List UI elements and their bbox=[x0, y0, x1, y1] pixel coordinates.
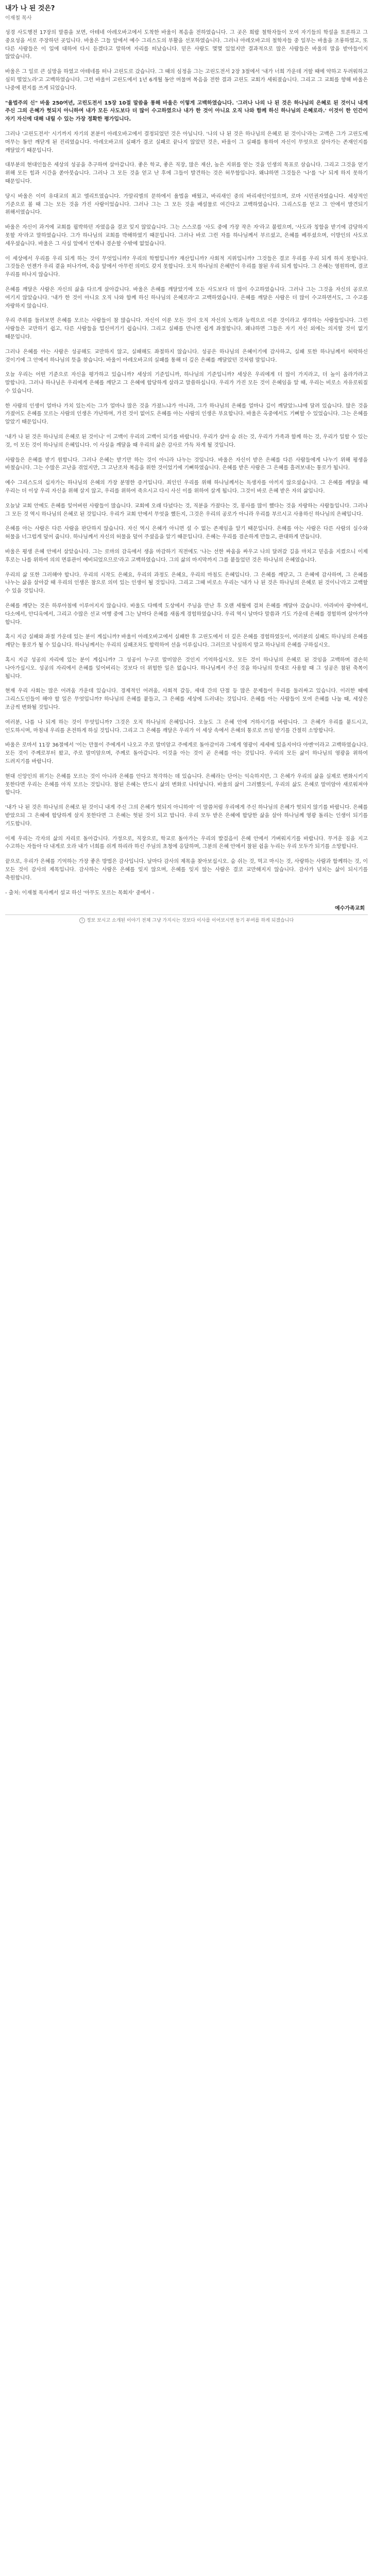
article-paragraph: "율법주의 신" 바울 250여년, 고린도전서 15장 10절 말씀을 통해 바울은 이렇게 고백하였습니다. '그러나 나의 나 된 것은 하나님의 은혜로 된 것이니 내게 주신 그의 은혜가 헛되지 아니하여 내가 모든 사도보다 더 많이 수고하였으나 내가 한 것이 아니요 오직 나와 함께 하신 하나님의 은혜로라.' 이것이 한 인간이 자기 자신에 대해 내릴 수 있는 가장 정확한 평가입니다. bbox=[5, 100, 368, 123]
footer-text: 정보 보시고 소개된 이야기 전체 그냥 가지시는 것보다 이사를 이어보시면 동기 부여를 하게 되겠습니다 bbox=[86, 918, 294, 924]
article-paragraph: 혹시 지금 실패와 좌절 가운데 있는 분이 계십니까? 바울이 아레오바고에서 실패한 후 고린도에서 더 깊은 은혜를 경험하였듯이, 여러분의 실패도 하나님의 은혜를 깨닫는 통로가 될 수 있습니다. 하나님께서는 우리의 실패조차도 합력하여 선을 이루십니다. 그러므로 낙심하지 말고 하나님의 은혜를 구하십시오. bbox=[5, 634, 368, 649]
article-signature: 예수가족교회 bbox=[335, 906, 365, 912]
article-paragraph: 우리 주위를 둘러보면 은혜를 모르는 사람들이 참 많습니다. 자신이 이룬 모든 것이 오직 자신의 노력과 능력으로 이룬 것이라고 생각하는 사람들입니다. 그런 사람들은 교만하기 쉽고, 다른 사람들을 업신여기기 쉽습니다. 그리고 실패를 만나면 쉽게 좌절합니다. 왜냐하면 그들은 자기 자신 외에는 의지할 것이 없기 때문입니다. bbox=[5, 318, 368, 340]
article-paragraph: 사람들은 은혜를 받기 원합니다. 그러나 은혜는 받기만 하는 것이 아니라 나누는 것입니다. 바울은 자신이 받은 은혜를 다른 사람들에게 나누기 위해 평생을 바쳤습니다. 그는 수많은 고난을 겪었지만, 그 고난조차 복음을 위한 것이었기에 기뻐하였습니다. 은혜를 받은 사람은 그 은혜를 흘려보내는 통로가 됩니다. bbox=[5, 457, 368, 471]
article-paragraph: 그러나 은혜를 아는 사람은 성공해도 교만하지 않고, 실패해도 좌절하지 않습니다. 성공은 하나님의 은혜이기에 감사하고, 실패 또한 하나님께서 허락하신 것이기에 그 안에서 하나님의 뜻을 찾습니다. 바울이 아레오바고의 실패를 통해 더 깊은 은혜를 깨달았던 것처럼 말입니다. bbox=[5, 349, 368, 363]
article-paragraph: '내가 나 된 것은 하나님의 은혜로 된 것이니 내게 주신 그의 은혜가 헛되지 아니하여' 이 말씀처럼 우리에게 주신 하나님의 은혜가 헛되지 않기를 바랍니다. 은혜를 받았으되 그 은혜에 합당하게 살지 못한다면 그 은혜는 헛된 것이 되고 맙니다. 우리 모두 받은 은혜에 합당한 삶을 살아 하나님께 영광 돌리는 인생이 되기를 기도합니다. bbox=[5, 805, 368, 827]
article-paragraph: 오늘날 교회 안에도 은혜를 잊어버린 사람들이 많습니다. 교회에 오래 다녔다는 것, 직분을 가졌다는 것, 봉사를 많이 했다는 것을 자랑하는 사람들입니다. 그러나 그 모든 것 역시 하나님의 은혜로 된 것입니다. 우리가 교회 안에서 무엇을 했든지, 그것은 우리의 공로가 아니라 우리를 부르시고 사용하신 하나님의 은혜입니다. bbox=[5, 503, 368, 517]
article-paragraph: 한 사람의 인생이 얼마나 가치 있는지는 그가 얼마나 많은 것을 가졌느냐가 아니라, 그가 하나님의 은혜를 얼마나 깊이 깨달았느냐에 달려 있습니다. 많은 것을 가졌어도 은혜를 모르는 사람의 인생은 가난하며, 가진 것이 없어도 은혜를 아는 사람의 인생은 부요합니다. 바울은 옥중에서도 기뻐할 수 있었습니다. 그는 은혜를 알았기 때문입니다. bbox=[5, 403, 368, 426]
article-paragraph: 끝으로, 우리가 은혜를 기억하는 가장 좋은 방법은 감사입니다. 날마다 감사의 제목을 찾아보십시오. 숨 쉬는 것, 먹고 마시는 것, 사랑하는 사람과 함께하는 것, 이 모든 것이 감사의 제목입니다. 감사하는 사람은 은혜를 잊지 않으며, 은혜를 잊지 않는 사람은 결코 교만해지지 않습니다. 감사가 넘치는 삶이 되시기를 축원합니다. bbox=[5, 859, 368, 881]
info-icon: i bbox=[79, 918, 85, 923]
article-paragraph: 바울은 로마서 11장 36절에서 '이는 만물이 주에게서 나오고 주로 말미암고 주에게로 돌아감이라 그에게 영광이 세세에 있을지어다 아멘'이라고 고백하였습니다. 모든 것이 주께로부터 왔고, 주로 말미암으며, 주께로 돌아갑니다. 이것을 아는 것이 곧 은혜를 아는 것입니다. 우리의 모든 삶이 하나님의 영광을 위하여 드려지기를 바랍니다. bbox=[5, 742, 368, 765]
article-body bbox=[5, 29, 368, 897]
article-paragraph: - 출처: 이재철 목사께서 설교 하신 '아무도 모르는 목회자' 중에서 - bbox=[5, 890, 155, 896]
article-paragraph: 그러나 '고린도전서' 시기까지 자기의 본분이 아레오바고에서 결정되었던 것은 아닙니다. '나의 나 된 것은 하나님의 은혜로 된 것이니'라는 고백은 그가 고린도에 머무는 동안 깨닫게 된 진리였습니다. 아레오바고의 실패가 결코 실패로 끝나지 않았던 것은, 바울이 그 실패를 통하여 자신이 무엇으로 살아가는 존재인지를 깨달았기 때문입니다. bbox=[5, 131, 368, 154]
article-paragraph: 당시 바울은 이미 유대교의 최고 엘리트였습니다. 가말리엘의 문하에서 율법을 배웠고, 바리새인 중의 바리새인이었으며, 로마 시민권자였습니다. 세상적인 기준으로 볼 때 그는 모든 것을 가진 사람이었습니다. 그러나 그는 그 모든 것을 배설물로 여긴다고 고백하였습니다. 그리스도를 얻고 그 안에서 발견되기 위해서였습니다. bbox=[5, 193, 368, 216]
article-paragraph: 바울은 자신이 과거에 교회를 핍박하던 자였음을 결코 잊지 않았습니다. 그는 스스로를 '사도 중에 가장 작은 자'라고 불렀으며, '사도라 칭함을 받기에 감당하지 못할 자'라고 말하였습니다. 그가 하나님의 교회를 박해하였기 때문입니다. 그러나 바로 그런 자를 하나님께서 부르셨고, 은혜를 베푸셨으며, 이방인의 사도로 세우셨습니다. 바울은 그 사실 앞에서 언제나 겸손할 수밖에 없었습니다. bbox=[5, 225, 368, 247]
article-paragraph: 은혜를 깨달은 사람은 자신의 삶을 다르게 살아갑니다. 바울은 은혜를 깨달았기에 모든 사도보다 더 많이 수고하였습니다. 그러나 그는 그것을 자신의 공로로 여기지 않았습니다. '내가 한 것이 아니요 오직 나와 함께 하신 하나님의 은혜로라'고 고백하였습니다. 은혜를 깨달은 사람은 더 많이 수고하면서도, 그 수고를 자랑하지 않습니다. bbox=[5, 286, 368, 309]
article-byline: 이재철 목사 bbox=[5, 15, 32, 21]
article-paragraph: 바울은 그 일로 큰 실망을 하였고 아테네를 떠나 고린도로 갔습니다. 그 때의 심정을 그는 고린도전서 2장 3절에서 '내가 너희 가운데 거할 때에 약하고 두려워하고 심히 떨었노라'고 고백하였습니다. 그런 바울이 고린도에서 1년 6개월 동안 머물며 복음을 전한 결과 고린도 교회가 세워졌습니다. 그리고 그 교회를 향해 바울은 나중에 편지를 쓰게 되었습니다. bbox=[5, 69, 368, 91]
article-paragraph: 오늘 우리는 어떤 기준으로 자신을 평가하고 있습니까? 세상의 기준입니까, 하나님의 기준입니까? 세상은 우리에게 더 많이 가지라고, 더 높이 올라가라고 말합니다. 그러나 하나님은 우리에게 은혜를 깨닫고 그 은혜에 합당하게 살라고 말씀하십니다. 우리가 가진 모든 것이 은혜임을 알 때, 우리는 비로소 자유로워질 수 있습니다. bbox=[5, 372, 368, 394]
article-paragraph: 현재 우리 사회는 많은 어려움 가운데 있습니다. 경제적인 어려움, 사회적 갈등, 세대 간의 단절 등 많은 문제들이 우리를 둘러싸고 있습니다. 이러한 때에 그리스도인들이 해야 할 일은 무엇입니까? 하나님의 은혜를 붙들고, 그 은혜를 세상에 드러내는 것입니다. 은혜를 아는 사람들이 모여 은혜를 나눌 때, 세상은 조금씩 변화될 것입니다. bbox=[5, 688, 368, 710]
article-page bbox=[0, 0, 373, 924]
footer-divider bbox=[5, 914, 368, 915]
article-paragraph: 은혜를 깨닫는 것은 하루아침에 이루어지지 않습니다. 바울도 다메섹 도상에서 주님을 만난 후 오랜 세월에 걸쳐 은혜를 깨달아 갔습니다. 아라비아 광야에서, 다소에서, 안디옥에서, 그리고 수많은 선교 여행 중에 그는 날마다 은혜를 새롭게 경험하였습니다. 우리 역시 날마다 말씀과 기도 가운데 은혜를 경험하며 살아가야 합니다. bbox=[5, 603, 368, 625]
article-paragraph: 우리의 삶 또한 그러해야 합니다. 우리의 시작도 은혜요, 우리의 과정도 은혜요, 우리의 마침도 은혜입니다. 그 은혜를 깨닫고, 그 은혜에 감사하며, 그 은혜를 나누는 삶을 살아갈 때 우리의 인생은 참으로 의미 있는 인생이 될 것입니다. 그리고 그때 비로소 우리는 '내가 나 된 것은 하나님의 은혜로 된 것이니'라고 고백할 수 있을 것입니다. bbox=[5, 572, 368, 595]
article-title: 내가 나 된 것은? bbox=[5, 5, 55, 12]
article-paragraph: 이제 우리는 각자의 삶의 자리로 돌아갑니다. 가정으로, 직장으로, 학교로 돌아가는 우리의 발걸음이 은혜 안에서 가벼워지기를 바랍니다. 무거운 짐을 지고 수고하는 자들아 다 내게로 오라 내가 너희를 쉬게 하리라 하신 주님의 초청에 응답하며, 그분의 은혜 안에서 참된 쉼을 누리는 우리 모두가 되기를 소망합니다. bbox=[5, 836, 368, 850]
article-footer bbox=[5, 918, 368, 924]
article-paragraph: 현대 신앙인의 위기는 은혜를 모르는 것이 아니라 은혜를 안다고 착각하는 데 있습니다. 은혜라는 단어는 익숙하지만, 그 은혜가 우리의 삶을 실제로 변화시키지 못한다면 우리는 은혜를 아직 모르는 것입니다. 참된 은혜는 반드시 삶의 변화로 나타납니다. 바울의 삶이 그러했듯이, 우리의 삶도 은혜로 말미암아 새로워져야 합니다. bbox=[5, 773, 368, 796]
article-paragraph: 여러분, 나를 나 되게 하는 것이 무엇입니까? 그것은 오직 하나님의 은혜입니다. 오늘도 그 은혜 안에 거하시기를 바랍니다. 그 은혜가 우리를 붙드시고, 인도하시며, 마침내 우리를 온전하게 하실 것입니다. 그리고 그 은혜를 깨달은 우리가 이 세상 속에서 은혜의 통로로 쓰임 받기를 간절히 소망합니다. bbox=[5, 719, 368, 734]
article-paragraph: 성경 사도행전 17장의 말씀을 보면, 아테네 아레오바고에서 도착한 바울이 복음을 전하였습니다. 그 곳은 희랍 철학자들이 모여 자기들의 학설을 토론하고 그 중요성을 서로 주장하던 곳입니다. 바울은 그들 앞에서 예수 그리스도의 부활을 선포하였습니다. 그러나 아레오바고의 철학자들 중 일부는 바울을 조롱하였고, 또 다른 사람들은 이 일에 대하여 다시 듣겠다고 말하며 자리를 떠났습니다. 믿은 사람도 몇몇 있었지만 결과적으로 많은 사람들은 바울의 말을 받아들이지 않았습니다. bbox=[5, 30, 368, 60]
article-paragraph: 대부분의 현대인들은 세상의 성공을 추구하며 살아갑니다. 좋은 학교, 좋은 직장, 많은 재산, 높은 지위를 얻는 것을 인생의 목표로 삼습니다. 그리고 그것을 얻기 위해 모든 힘과 시간을 쏟아붓습니다. 그러나 그 모든 것을 얻고 난 후에 그들이 발견하는 것은 허무함입니다. 왜냐하면 그것들은 '나'를 '나' 되게 하지 못하기 때문입니다. bbox=[5, 162, 368, 184]
article-paragraph: 은혜를 아는 사람은 다른 사람을 판단하지 않습니다. 자신 역시 은혜가 아니면 설 수 없는 존재임을 알기 때문입니다. 은혜를 아는 사람은 다른 사람의 실수와 허물을 너그럽게 덮어 줍니다. 하나님께서 자신의 허물을 덮어 주셨음을 알기 때문입니다. 은혜는 우리를 겸손하게 만들고, 관대하게 만듭니다. bbox=[5, 526, 368, 540]
article-paragraph: 바울은 평생 은혜 안에서 살았습니다. 그는 로마의 감옥에서 생을 마감하기 직전에도 '나는 선한 싸움을 싸우고 나의 달려갈 길을 마치고 믿음을 지켰으니 이제 후로는 나를 위하여 의의 면류관이 예비되었으므로'라고 고백하였습니다. 그의 삶의 마지막까지 그를 붙들었던 것은 하나님의 은혜였습니다. bbox=[5, 549, 368, 563]
article-paragraph: 이 세상에서 우리를 우리 되게 하는 것이 무엇입니까? 우리의 학벌입니까? 재산입니까? 사회적 지위입니까? 그것들은 결코 우리를 우리 되게 하지 못합니다. 그것들은 언젠가 우리 곁을 떠나가며, 죽음 앞에서 아무런 의미도 갖지 못합니다. 오직 하나님의 은혜만이 우리를 참된 우리 되게 합니다. 그 은혜는 영원하며, 결코 우리를 떠나지 않습니다. bbox=[5, 256, 368, 278]
article-paragraph: 혹시 지금 성공의 자리에 있는 분이 계십니까? 그 성공이 누구로 말미암은 것인지 기억하십시오. 모든 것이 하나님의 은혜로 된 것임을 고백하며 겸손히 나아가십시오. 성공의 자리에서 은혜를 잊어버리는 것보다 더 위험한 일은 없습니다. 하나님께서 주신 것을 하나님의 뜻대로 사용할 때 그 성공은 참된 축복이 됩니다. bbox=[5, 657, 368, 680]
article-paragraph: '내가 나 된 것은 하나님의 은혜로 된 것이니' 이 고백이 우리의 고백이 되기를 바랍니다. 우리가 살아 숨 쉬는 것, 우리가 가족과 함께 하는 것, 우리가 일할 수 있는 것, 이 모든 것이 하나님의 은혜입니다. 이 사실을 깨달을 때 우리의 삶은 감사로 가득 차게 될 것입니다. bbox=[5, 434, 368, 448]
article-paragraph: 예수 그리스도의 십자가는 하나님의 은혜의 가장 분명한 증거입니다. 죄인인 우리를 위해 하나님께서는 독생자를 아끼지 않으셨습니다. 그 은혜를 깨달을 때 우리는 더 이상 우리 자신을 위해 살지 않고, 우리를 위하여 죽으시고 다시 사신 이를 위하여 살게 됩니다. 그것이 바로 은혜 받은 자의 삶입니다. bbox=[5, 480, 368, 495]
